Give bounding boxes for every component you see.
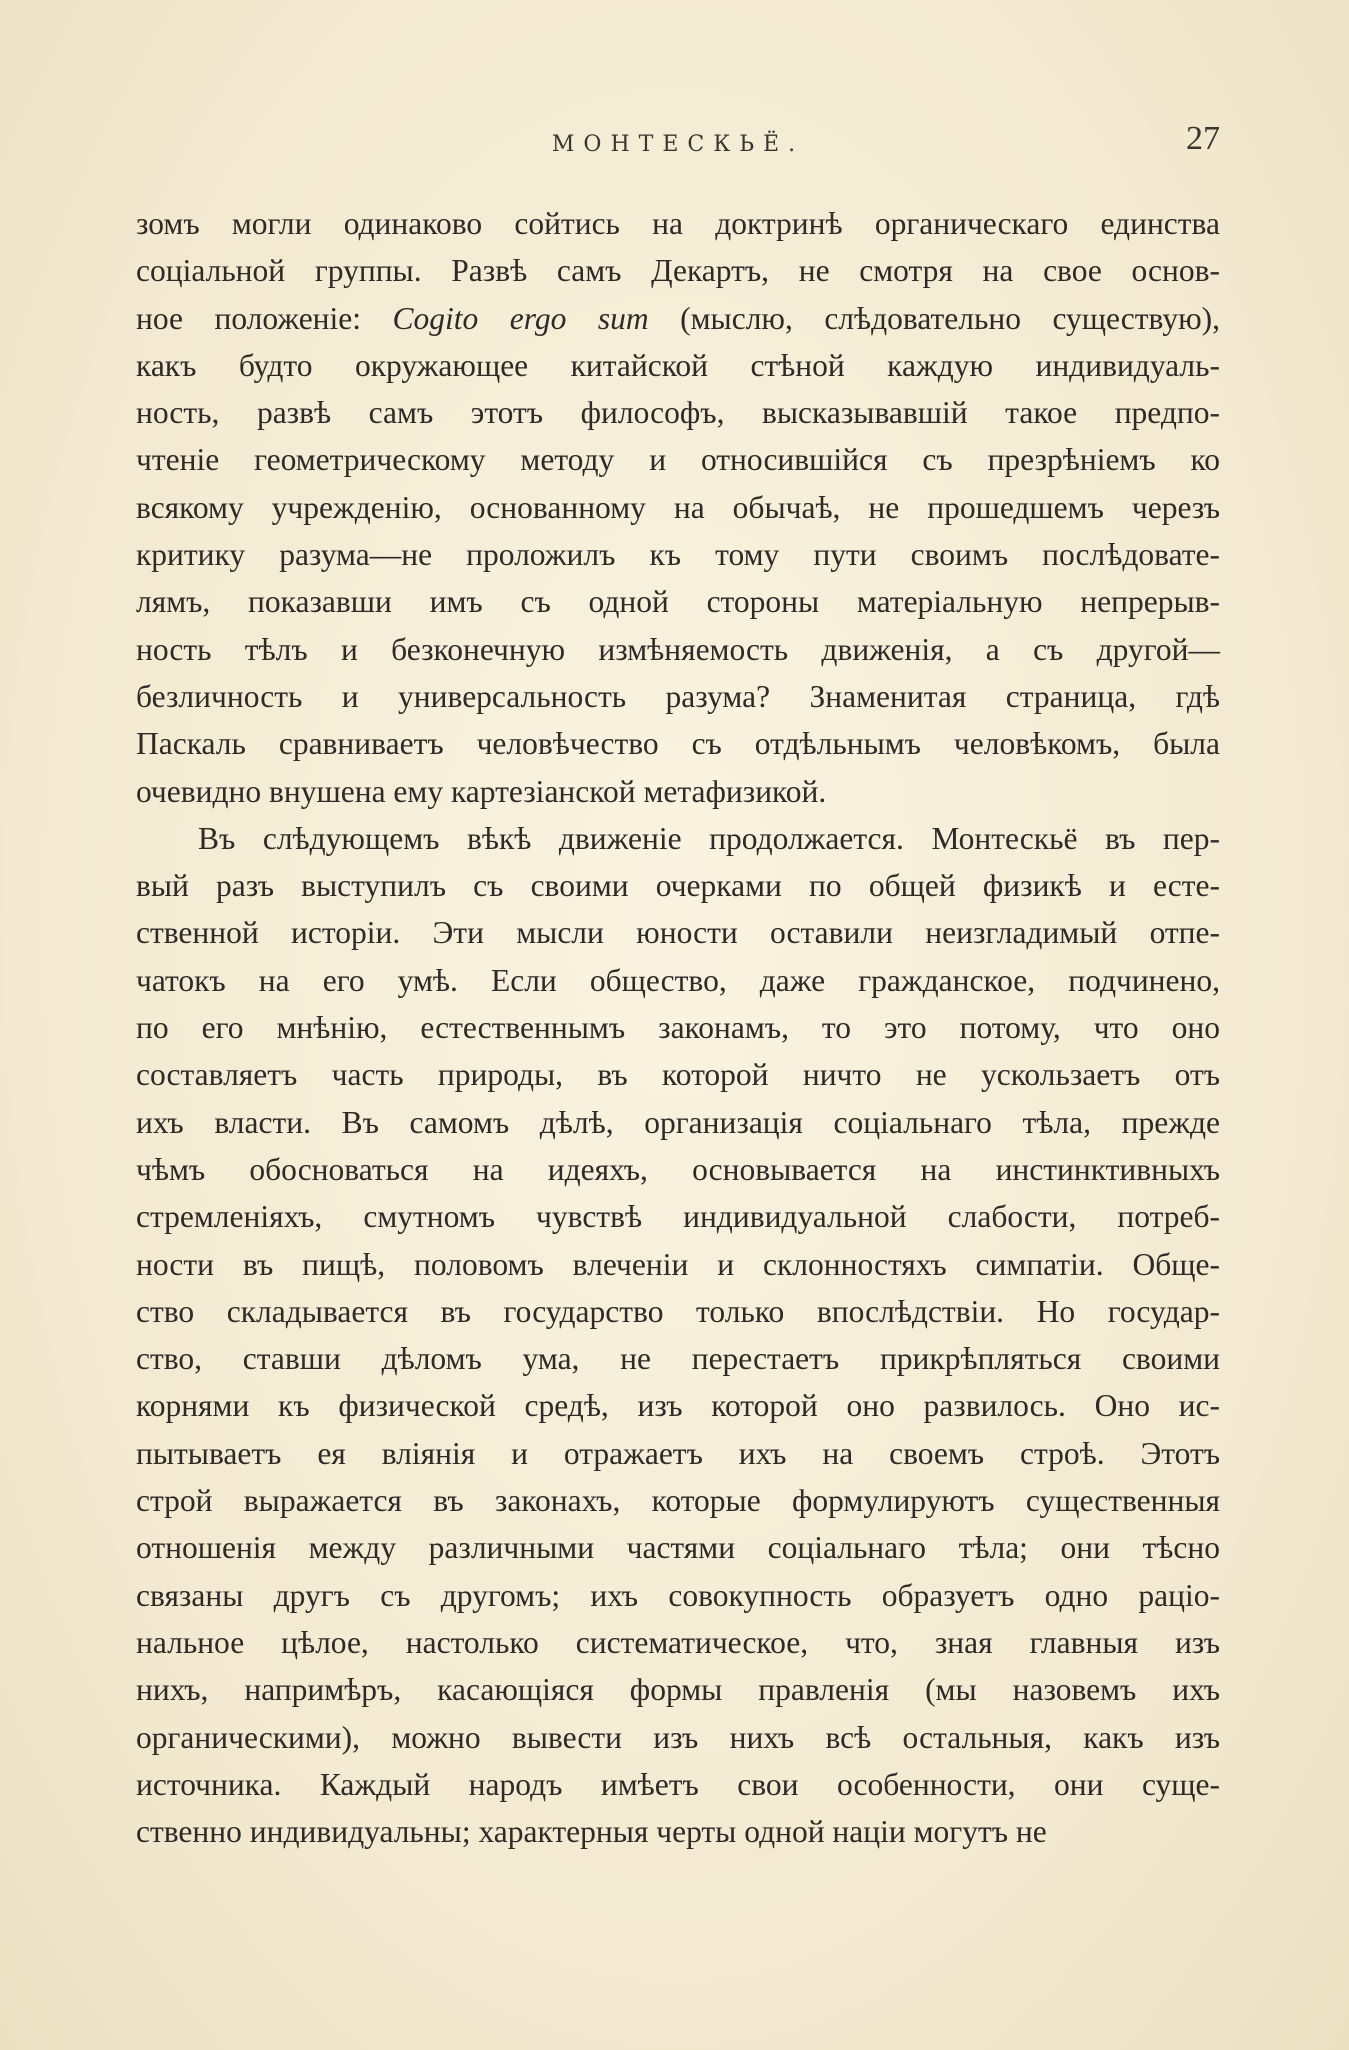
text-line: критику разума—не проложилъ къ тому пути своимъ послѣдовате- [136,537,1220,573]
text-line: чатокъ на его умѣ. Если общество, даже гражданское, подчинено, [136,962,1220,998]
text-line: ство, ставши дѣломъ ума, не перестаетъ прикрѣпляться своими [136,1341,1220,1377]
text-segment: (мыслю, слѣдовательно существую), [648,300,1220,336]
text-line: всякому учрежденію, основанному на обычаѣ, не прошедшемъ черезъ [136,489,1220,525]
text-line: ность, развѣ самъ этотъ философъ, высказывавшій такое предпо- [136,395,1220,431]
text-line: корнями къ физической средѣ, изъ которой оно развилось. Оно ис- [136,1388,1220,1424]
text-line: ность тѣлъ и безконечную измѣняемость движенія, а съ другой— [136,631,1220,667]
paragraph-1 [136,200,1220,815]
page-number: 27 [1186,120,1220,157]
text-line [136,295,1220,342]
text-line: отношенія между различными частями соціальнаго тѣла; они тѣсно [136,1530,1220,1566]
text-line: безличность и универсальность разума? Знаменитая страница, гдѣ [136,678,1220,714]
text-line: нихъ, напримѣръ, касающіяся формы правленія (мы назовемъ ихъ [136,1672,1220,1708]
text-line: стремленіяхъ, смутномъ чувствѣ индивидуальной слабости, потреб- [136,1199,1220,1235]
text-line: по его мнѣнію, естественнымъ законамъ, то это потому, что оно [136,1010,1220,1046]
text-line: составляетъ часть природы, въ которой ничто не ускользаетъ отъ [136,1057,1220,1093]
latin-quote: Cogito ergo sum [392,300,649,336]
text-line: ственной исторіи. Эти мысли юности оставили неизгладимый отпе- [136,915,1220,951]
running-title: МОНТЕСКЬЁ. [551,132,805,157]
text-segment: ное положеніе: [136,300,393,336]
text-line: органическими), можно вывести изъ нихъ всѣ остальныя, какъ изъ [136,1719,1220,1755]
text-line: пытываетъ ея вліянія и отражаетъ ихъ на своемъ строѣ. Этотъ [136,1435,1220,1471]
text-line: ство складывается въ государство только впослѣдствіи. Но государ- [136,1293,1220,1329]
text-line: соціальной группы. Развѣ самъ Декартъ, не смотря на свое основ- [136,253,1220,289]
running-header [136,120,1220,166]
text-line: ихъ власти. Въ самомъ дѣлѣ, организація соціальнаго тѣла, прежде [136,1104,1220,1140]
text-line: связаны другъ съ другомъ; ихъ совокупность образуетъ одно раціо- [136,1577,1220,1613]
text-line: вый разъ выступилъ съ своими очерками по общей физикѣ и есте- [136,868,1220,904]
text-line: Въ слѣдующемъ вѣкѣ движеніе продолжается. Монтескьё въ пер- [198,820,1220,856]
text-line: ности въ пищѣ, половомъ влеченіи и склонностяхъ симпатіи. Обще- [136,1246,1220,1282]
text-line: источника. Каждый народъ имѣетъ свои особенности, они суще- [136,1766,1220,1802]
text-line: Паскаль сравниваетъ человѣчество съ отдѣльнымъ человѣкомъ, была [136,726,1220,762]
paragraph-2 [136,815,1220,1856]
text-line: чтеніе геометрическому методу и относившійся съ презрѣніемъ ко [136,442,1220,478]
text-line: зомъ могли одинаково сойтись на доктринѣ органическаго единства [136,206,1220,241]
body-text [136,200,1220,1855]
text-line: нальное цѣлое, настолько систематическое, что, зная главныя изъ [136,1624,1220,1660]
text-line: ственно индивидуальны; характерныя черты одной націи могутъ не [136,1814,1047,1850]
text-line: какъ будто окружающее китайской стѣной каждую индивидуаль- [136,347,1220,383]
text-line: строй выражается въ законахъ, которые формулируютъ существенныя [136,1483,1220,1519]
text-line: лямъ, показавши имъ съ одной стороны матеріальную непрерыв- [136,584,1220,620]
text-line: чѣмъ обосноваться на идеяхъ, основывается на инстинктивныхъ [136,1151,1220,1187]
text-line: очевидно внушена ему картезіанской метафизикой. [136,773,827,809]
